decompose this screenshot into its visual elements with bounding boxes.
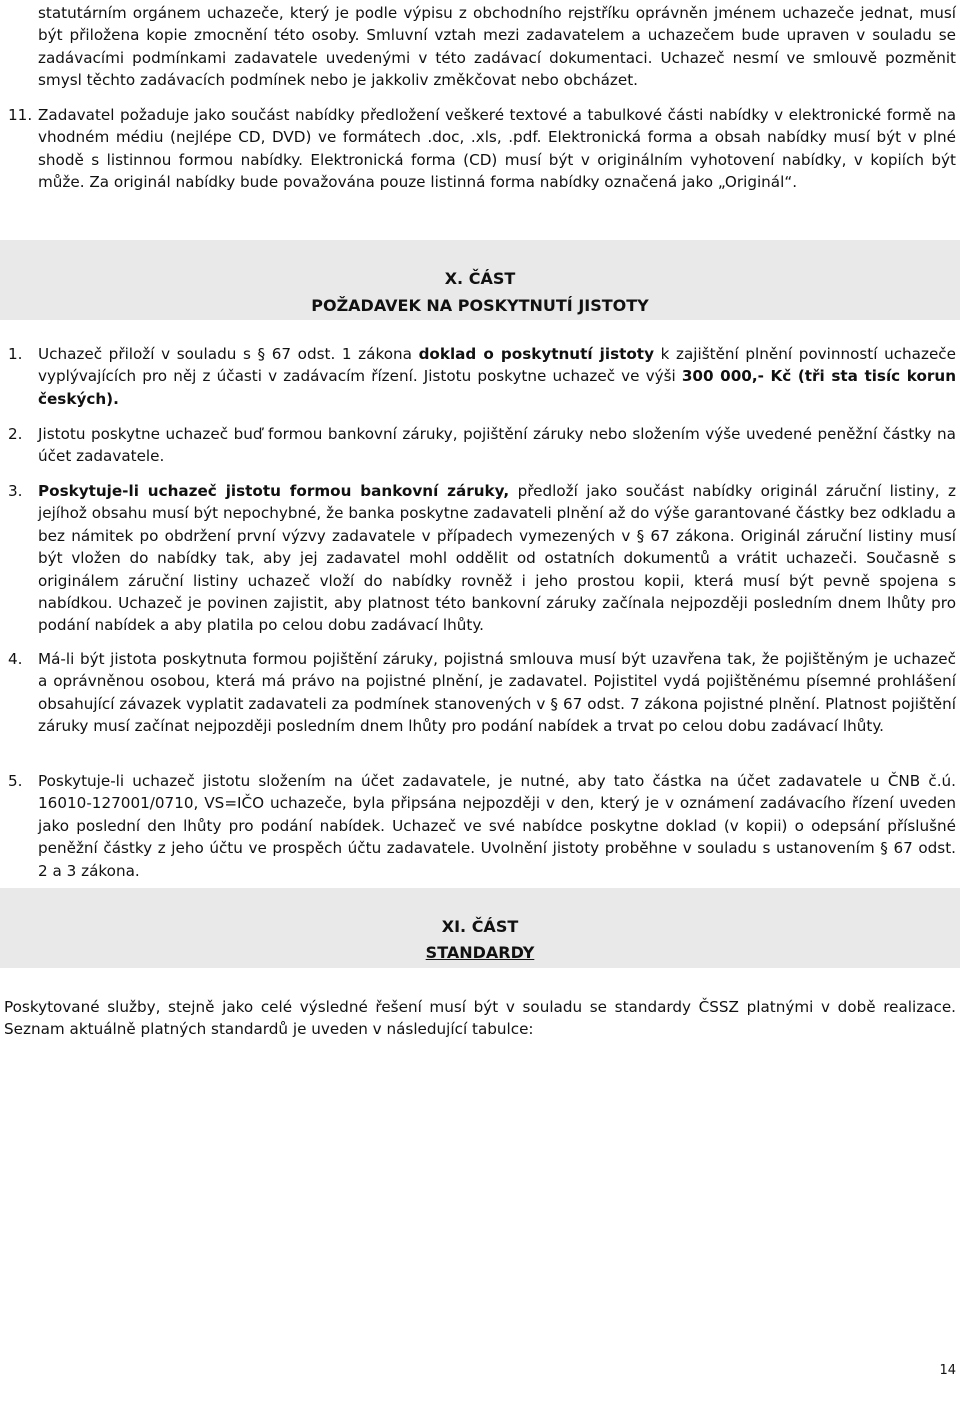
s10-item-3 — [8, 480, 956, 637]
intro-paragraph — [38, 2, 956, 92]
s10-item-1-bold-a: doklad o poskytnutí jistoty — [418, 345, 654, 363]
item-11-text: Zadavatel požaduje jako součást nabídky předložení veškeré textové a tabulkové části nabídky v elektronické formě na vhodném médiu (nejlépe CD, DVD) ve formátech .doc, .xls, .pdf. Elektronická forma a obsah nabídky musí být v plné shodě s listinnou formou nabídky. Elektronická forma (CD) musí být v originálním vyhotovení nabídky, v kopiích být může. Za originál nabídky bude považována pouze listinná forma nabídky označená jako „Originál“. — [38, 106, 956, 192]
s10-item-5 — [8, 770, 956, 882]
s10-item-3-bold: Poskytuje-li uchazeč jistotu formou bankovní záruky, — [38, 482, 510, 500]
section-11-heading — [0, 888, 960, 968]
s10-item-3-number: 3. — [8, 482, 23, 500]
s10-item-2-text: Jistotu poskytne uchazeč buď formou bankovní záruky, pojištění záruky nebo složením výše uvedené peněžní částky na účet zadavatele. — [38, 425, 956, 466]
section-11-title: XI. ČÁST — [441, 917, 519, 936]
s10-item-1 — [8, 343, 956, 410]
s10-item-5-text: Poskytuje-li uchazeč jistotu složením na účet zadavatele, je nutné, aby tato částka na účet zadavatele u ČNB č.ú. 16010-127001/0710, VS=IČO uchazeče, byla připsána nejpozději v den, který je v oznámení zadávacího řízení uveden jako poslední den lhůty pro podání nabídek. Uchazeč ve své nabídce poskytne doklad (v kopii) o odepsání příslušné peněžní částky z jeho účtu ve prospěch účtu zadavatele. Uvolnění jistoty proběhne v souladu s ustanovením § 67 odst. 2 a 3 zákona. — [38, 772, 956, 880]
final-paragraph — [4, 996, 956, 1041]
intro-text: statutárním orgánem uchazeče, který je podle výpisu z obchodního rejstříku oprávněn jménem uchazeče jednat, musí být přiložena kopie zmocnění této osoby. Smluvní vztah mezi zadavatelem a uchazečem bude upraven v souladu se zadávacími podmínkami zadavatele uvedenými v této zadávací dokumentaci. Uchazeč nesmí ve smlouvě pozměnit smysl těchto zadávacích podmínek nebo je jakkoliv změkčovat nebo obcházet. — [38, 4, 956, 90]
section-10-title: X. ČÁST — [444, 269, 516, 288]
page-number: 14 — [939, 1363, 956, 1378]
s10-item-1-text-a: Uchazeč přiloží v souladu s § 67 odst. 1 zákona — [38, 345, 419, 363]
item-11-number: 11. — [8, 106, 33, 124]
section-11-subtitle: STANDARDY — [425, 943, 535, 962]
s10-item-5-number: 5. — [8, 772, 23, 790]
s10-item-2-number: 2. — [8, 425, 23, 443]
s10-item-3-text: předloží jako součást nabídky originál záruční listiny, z jejíhož obsahu musí být nepochybné, že banka poskytne zadavateli plnění až do výše garantované částky bez odkladu a bez námitek po obdržení první výzvy zadavatele v případech vymezených v § 67 zákona. Originál záruční listiny musí být vložen do nabídky tak, aby jej zadavatel mohl oddělit od ostatních dokumentů a vrátit uchazeči. Současně s originálem záruční listiny uchazeč vloží do nabídky rovněž i jeho prostou kopii, která musí být pevně spojena s nabídkou. Uchazeč je povinen zajistit, aby platnost této bankovní záruky začínala nejpozději posledním dnem lhůty pro podání nabídek a aby platila po celou dobu zadávací lhůty. — [38, 482, 956, 635]
s10-item-1-bold-b: 300 000,- Kč (tři sta tisíc korun českých). — [38, 367, 957, 408]
s10-item-4 — [8, 648, 956, 738]
s10-item-4-number: 4. — [8, 650, 23, 668]
s10-item-2 — [8, 423, 956, 468]
final-text: Poskytované služby, stejně jako celé výsledné řešení musí být v souladu se standardy ČSSZ platnými v době realizace. Seznam aktuálně platných standardů je uveden v následující tabulce: — [4, 998, 956, 1039]
section-10-subtitle: POŽADAVEK NA POSKYTNUTÍ JISTOTY — [311, 296, 649, 315]
item-11 — [8, 104, 956, 194]
s10-item-1-text-b: k zajištění plnění povinností uchazeče vyplývajících pro něj z účasti v zadávacím řízení. Jistotu poskytne uchazeč ve výši — [38, 345, 956, 386]
s10-item-1-number: 1. — [8, 345, 23, 363]
s10-item-4-text: Má-li být jistota poskytnuta formou pojištění záruky, pojistná smlouva musí být uzavřena tak, že pojištěným je uchazeč a oprávněnou osobou, která má právo na pojistné plnění, je zadavatel. Pojistitel vydá pojištěnému písemné prohlášení obsahující závazek vyplatit zadavateli za podmínek stanovených v § 67 odst. 7 zákona pojistné plnění. Platnost pojištění záruky musí začínat nejpozději posledním dnem lhůty pro podání nabídek a trvat po celou dobu zadávací lhůty. — [38, 650, 956, 736]
section-10-heading — [0, 240, 960, 320]
